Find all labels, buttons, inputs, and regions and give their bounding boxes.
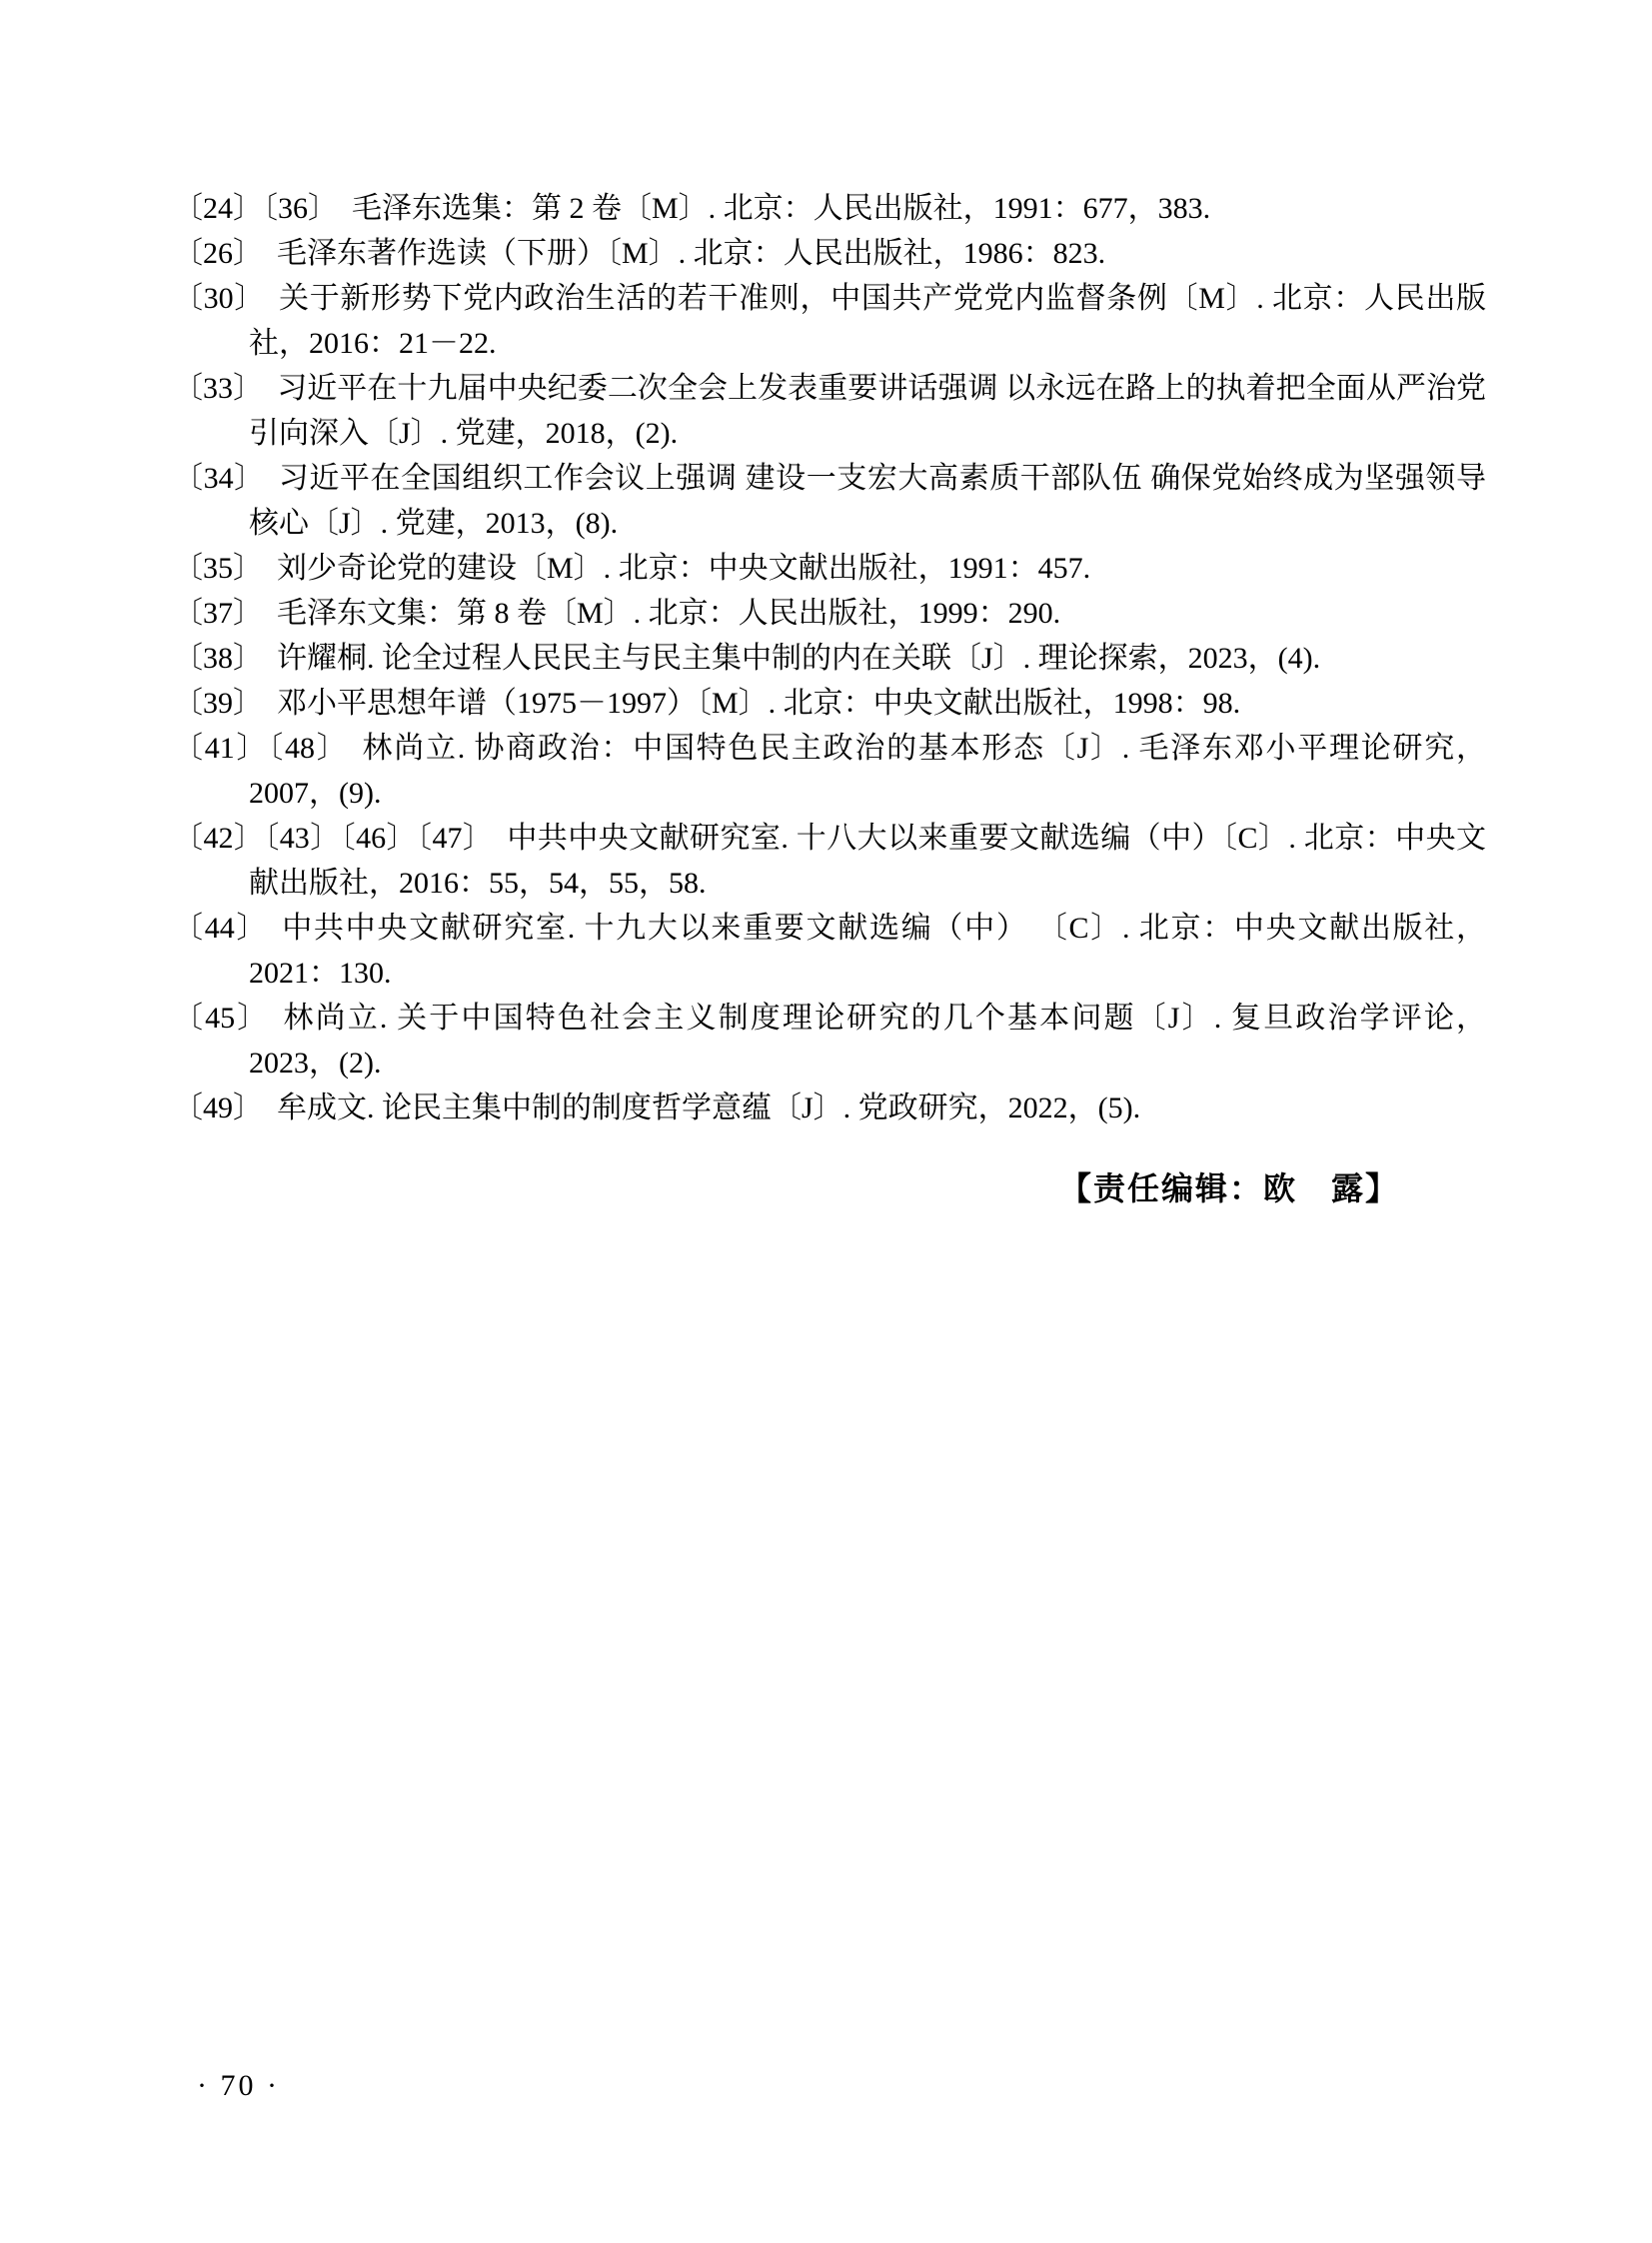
reference-text: 习近平在全国组织工作会议上强调 建设一支宏大高素质干部队伍 确保党始终成为坚强领导核心〔J〕. 党建，2013，(8). <box>249 462 1487 540</box>
reference-text: 习近平在十九届中央纪委二次全会上发表重要讲话强调 以永远在路上的执着把全面从严治党引向深入〔J〕. 党建，2018，(2). <box>249 372 1487 450</box>
reference-label: 〔44〕 <box>173 912 269 945</box>
reference-text: 毛泽东选集：第 2 卷〔M〕. 北京：人民出版社，1991：677，383. <box>352 192 1211 225</box>
reference-label: 〔41〕〔48〕 <box>173 732 349 765</box>
reference-entry <box>173 276 1486 366</box>
reference-label: 〔34〕 <box>173 462 265 495</box>
reference-label: 〔45〕 <box>173 1002 270 1035</box>
reference-entry <box>173 996 1486 1086</box>
reference-text: 牟成文. 论民主集中制的制度哲学意蕴〔J〕. 党政研究，2022，(5). <box>277 1092 1141 1124</box>
reference-entry <box>173 456 1486 546</box>
reference-entry <box>173 366 1486 456</box>
reference-text: 林尚立. 协商政治：中国特色民主政治的基本形态〔J〕. 毛泽东邓小平理论研究，2007，(9). <box>249 732 1486 810</box>
reference-entry <box>173 1086 1486 1130</box>
reference-text: 邓小平思想年谱（1975－1997）〔M〕. 北京：中央文献出版社，1998：98. <box>277 687 1241 720</box>
reference-label: 〔37〕 <box>173 597 263 630</box>
reference-text: 中共中央文献研究室. 十八大以来重要文献选编（中）〔C〕. 北京：中央文献出版社，2016：55，54，55，58. <box>249 822 1487 900</box>
reference-label: 〔35〕 <box>173 552 263 585</box>
reference-label: 〔33〕 <box>173 372 264 405</box>
reference-label: 〔24〕〔36〕 <box>173 192 338 225</box>
reference-entry <box>173 816 1486 906</box>
reference-text: 林尚立. 关于中国特色社会主义制度理论研究的几个基本问题〔J〕. 复旦政治学评论，2023，(2). <box>249 1002 1486 1080</box>
reference-text: 毛泽东著作选读（下册）〔M〕. 北京：人民出版社，1986：823. <box>277 237 1106 270</box>
reference-text: 刘少奇论党的建设〔M〕. 北京：中央文献出版社，1991：457. <box>277 552 1091 585</box>
reference-entry <box>173 186 1486 231</box>
reference-label: 〔42〕〔43〕〔46〕〔47〕 <box>173 822 494 855</box>
reference-label: 〔26〕 <box>173 237 263 270</box>
reference-entry <box>173 681 1486 726</box>
reference-text: 许耀桐. 论全过程人民民主与民主集中制的内在关联〔J〕. 理论探索，2023，(4). <box>277 642 1321 675</box>
reference-label: 〔38〕 <box>173 642 263 675</box>
reference-entry <box>173 636 1486 681</box>
reference-entry <box>173 591 1486 636</box>
reference-label: 〔39〕 <box>173 687 263 720</box>
reference-label: 〔49〕 <box>173 1092 263 1124</box>
reference-entry <box>173 906 1486 996</box>
reference-label: 〔30〕 <box>173 282 266 315</box>
page-number: · 70 · <box>197 2069 280 2102</box>
reference-entry <box>173 231 1486 276</box>
reference-text: 毛泽东文集：第 8 卷〔M〕. 北京：人民出版社，1999：290. <box>277 597 1061 630</box>
reference-entry <box>173 726 1486 816</box>
reference-text: 关于新形势下党内政治生活的若干准则，中国共产党党内监督条例〔M〕. 北京：人民出版社，2016：21－22. <box>249 282 1486 360</box>
reference-text: 中共中央文献研究室. 十九大以来重要文献选编（中） 〔C〕. 北京：中央文献出版社，2021：130. <box>249 912 1487 990</box>
editor-credit: 【责任编辑：欧 露】 <box>1058 1170 1399 1206</box>
reference-list <box>173 186 1486 1130</box>
reference-entry <box>173 546 1486 591</box>
